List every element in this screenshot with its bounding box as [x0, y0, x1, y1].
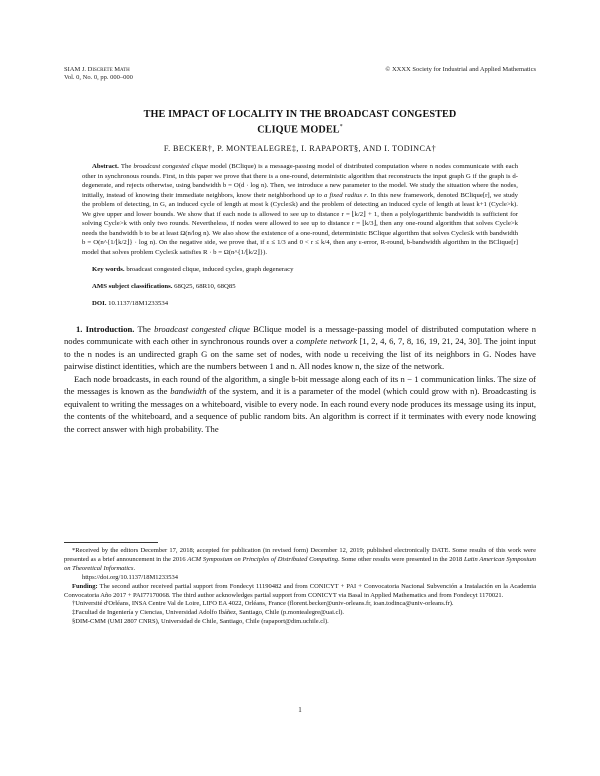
footnote-funding	[64, 583, 536, 601]
running-header-right	[385, 66, 536, 74]
intro-paragraph-2	[64, 373, 536, 435]
intro-paragraph-1	[64, 323, 536, 373]
doi	[82, 299, 518, 308]
body-text: The	[137, 324, 151, 334]
copyright-notice: © XXXX Society for Industrial and Applied Mathematics	[385, 66, 536, 73]
footnote-emphasis: Latin American Symposium on Theoretical Informatics	[64, 555, 537, 572]
ams-classification	[82, 282, 518, 291]
doi-link[interactable]: 10.1137/18M1233534	[108, 300, 169, 307]
keywords	[82, 265, 518, 274]
abstract-label: Abstract.	[92, 163, 119, 170]
footnote-affiliation-uai: ‡Facultad de Ingeniería y Ciencias, Universidad Adolfo Ibáñez, Santiago, Chile (p.montealegre@uai.cl).	[72, 609, 345, 617]
abstract-text: model (BClique) is a message-passing model of distributed computation where n nodes communicate with each other in synchronous rounds. First, in this paper we prove that there is a one-round, deterministic algorithm that reconstructs the input graph G if the graph is d-degenerate, and rejects otherwise, using bandwidth b = O(d · log n). Then, we introduce a new parameter to the model. We study the situation where the nodes, initially, instead of knowing their immediate neighbors, know their neighborhood	[82, 163, 518, 199]
doi-url-link[interactable]: https://doi.org/10.1137/18M1233534	[82, 573, 179, 581]
author-list: F. BECKER†, P. MONTEALEGRE‡, I. RAPAPORT§, AND I. TODINCA†	[163, 144, 437, 153]
abstract	[82, 162, 518, 257]
journal-name: SIAM J. Discrete Math	[64, 66, 130, 73]
running-header-left	[64, 66, 133, 82]
footnote-affiliation-orleans: †Université d'Orléans, INSA Centre Val de Loire, LIFO EA 4022, Orléans, France (florent.becker@univ-orleans.fr, ioan.todinca@univ-orleans.fr).	[72, 600, 454, 608]
title-line-2: CLIQUE MODEL	[257, 124, 340, 136]
introduction-section	[64, 323, 536, 435]
body-text: of the system, and it is a parameter of the model (which could grow with n). Broadcasting is equivalent to writing the messages on a whiteboard, visible to every node. In each round every node produces its message using its input, the contents of the whiteboard, and a sequence of public random bits. An algorithm is correct if it terminates with every node knowing the correct answer with high probability. The	[64, 386, 537, 434]
body-emphasis: broadcast congested clique	[154, 324, 250, 334]
footnote-rule	[64, 542, 158, 543]
title-line-1: THE IMPACT OF LOCALITY IN THE BROADCAST CONGESTED	[143, 109, 457, 120]
footnotes	[64, 547, 536, 627]
footnote-text: .	[133, 564, 136, 572]
body-emphasis: bandwidth	[170, 386, 207, 397]
section-heading: 1. Introduction.	[76, 324, 135, 334]
paper-title	[80, 108, 520, 136]
body-text: BClique model is a message-passing model of distributed computation where n nodes communicate with each other in synchronous rounds over a	[64, 324, 537, 347]
body-emphasis: complete network	[295, 336, 358, 347]
journal-volume: Vol. 0, No. 0, pp. 000–000	[64, 74, 133, 81]
abstract-text: . In this new framework, denoted BClique[r], we study the problem of detecting, in G, an induced cycle of length at most k (Cycle≤k) and the problem of detecting an induced cycle of length at least k+1 (Cycle>k). We give upper and lower bounds. We show that if each node is allowed to see up to distance r = ⌊k/2⌋ + 1, then a polylogarithmic bandwidth is sufficient for solving Cycle>k with only two rounds. Nevertheless, if nodes were allowed to see up to distance r = ⌊k/3⌋, then any one-round algorithm that solves Cycle>k needs the bandwidth b to be at least Ω(n/log n). We also show the existence of a one-round, deterministic BClique algorithm that solves Cycle≤k with bandwidth b = O(n^{1/⌊k/2⌋} · log n). On the negative side, we prove that, if ε ≤ 1/3 and 0 < r ≤ k/4, then any ε-error, R-round, b-bandwidth algorithm in the BClique[r] model that solves problem Cycle≤k satisfies R · b = Ω(n^{1/⌊k/2⌋}).	[82, 191, 519, 256]
abstract-emphasis: broadcast congested clique	[133, 163, 208, 170]
body-text: Each node broadcasts, in each round of the algorithm, a single b-bit message along each of its n − 1 communication links. The size of the messages is known as the	[64, 373, 536, 397]
doi-label: DOI.	[92, 300, 107, 307]
footnote-affiliation-uchile: §DIM-CMM (UMI 2807 CNRS), Universidad de Chile, Santiago, Chile (rapaport@dim.uchile.cl).	[72, 618, 329, 626]
footnote-text: *Received by the editors December 17, 2018; accepted for publication (in revised form) December 12, 2019; published electronically DATE. Some results of this work were presented as a brief announcement in the 2016	[64, 547, 536, 563]
funding-label: Funding:	[72, 582, 98, 590]
ams-text: 68Q25, 68R10, 68Q85	[174, 283, 236, 290]
body-text: [1, 2, 4, 6, 7, 8, 16, 19, 21, 24, 30]. The joint input to the n nodes is an undirected graph G on the same set of nodes, with node u receiving the list of its neighbors in G. Nodes have pairwise distinct identities, which are the numbers between 1 and n. All nodes know n, the size of the network.	[64, 336, 536, 372]
page-number: 1	[298, 706, 302, 714]
footnote-emphasis: ACM Symposium on Principles of Distributed Computing	[187, 555, 338, 563]
footnote-text: . Some other results were presented in the 2018	[337, 555, 463, 563]
footnote-url	[64, 574, 536, 583]
keywords-label: Key words.	[92, 266, 125, 273]
ams-label: AMS subject classifications.	[92, 283, 173, 290]
footnote-text: The second author received partial support from Fondecyt 11190482 and from CONICYT + PAI + Convocatoria Nacional Subvención a Instalación en la Academia Convocatoria Año 2017 + PAI77170068. The third author acknowledges partial support from CONICYT via Basal in Applied Mathematics and from Fondecyt 1170021.	[64, 582, 536, 599]
abstract-text: The	[120, 163, 132, 170]
keywords-text: broadcast congested clique, induced cycles, graph degeneracy	[126, 266, 294, 273]
title-footnote-mark: *	[339, 124, 343, 130]
abstract-emphasis: up to a fixed radius r	[307, 191, 367, 199]
footnote-received	[64, 547, 536, 574]
